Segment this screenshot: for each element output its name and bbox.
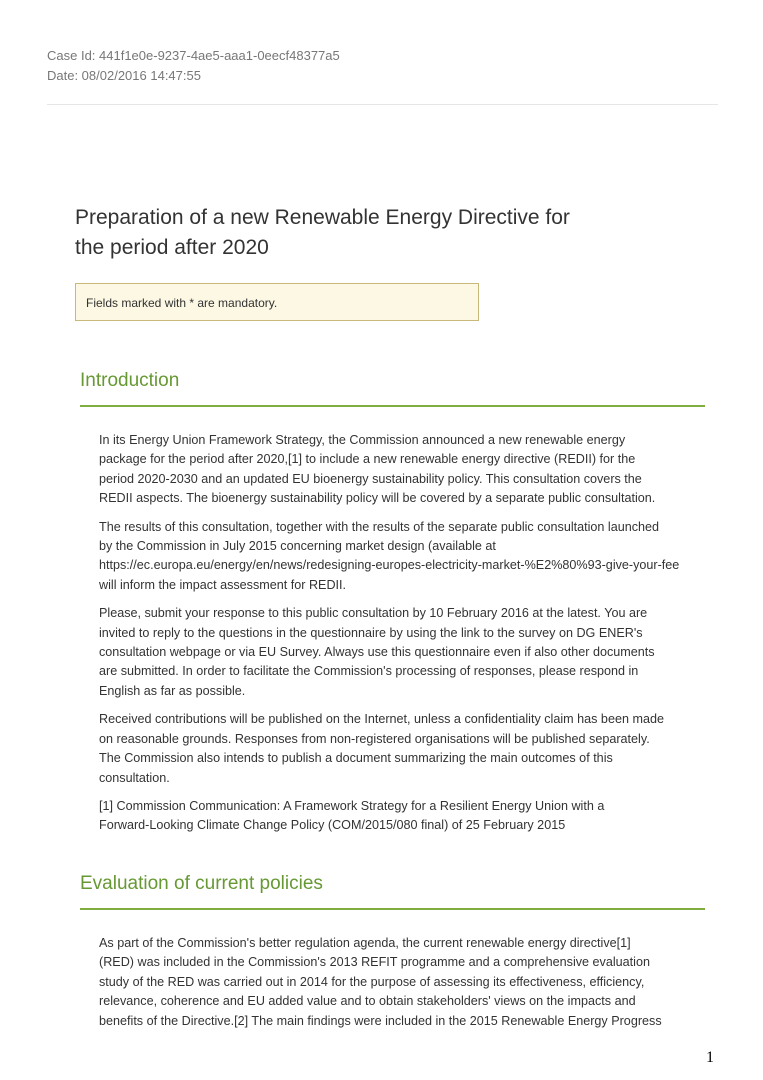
text-line: (RED) was included in the Commission's 2013 REFIT programme and a comprehensive evaluation: [99, 955, 650, 970]
consultation-url: https://ec.europa.eu/energy/en/news/redesigning-europes-electricity-market-%E2%80%93-give-your-fee: [99, 558, 680, 573]
text-line: In its Energy Union Framework Strategy, the Commission announced a new renewable energy: [99, 433, 626, 447]
text-line: relevance, coherence and EU added value and to obtain stakeholders' views on the impacts and: [99, 994, 636, 1009]
section-heading-evaluation: Evaluation of current policies: [80, 873, 323, 894]
document-title: [75, 203, 695, 263]
text-line: consultation.: [99, 770, 170, 785]
case-metadata: [47, 46, 340, 86]
text-line: English as far as possible.: [99, 683, 246, 698]
paragraph: [99, 710, 719, 788]
text-line: [1] Commission Communication: A Framework Strategy for a Resilient Energy Union with a: [99, 798, 605, 813]
text-line: consultation webpage or via EU Survey. Always use this questionnaire even if also other documents: [99, 645, 655, 660]
text-line: The results of this consultation, together with the results of the separate public consultation launched: [99, 519, 660, 534]
text-line: REDII aspects. The bioenergy sustainability policy will be covered by a separate public consultation.: [99, 491, 656, 506]
title-line: Preparation of a new Renewable Energy Directive for: [75, 206, 570, 229]
paragraph: [99, 431, 719, 509]
mandatory-fields-notice: Fields marked with * are mandatory.: [75, 283, 479, 321]
text-line: benefits of the Directive.[2] The main findings were included in the 2015 Renewable Energy Progress: [99, 1013, 662, 1028]
case-id: Case Id: 441f1e0e-9237-4ae5-aaa1-0eecf48377a5: [47, 48, 340, 63]
paragraph: [99, 518, 719, 596]
text-line: by the Commission in July 2015 concerning market design (available at: [99, 539, 496, 554]
text-line: study of the RED was carried out in 2014 for the purpose of assessing its effectiveness, efficiency,: [99, 974, 645, 989]
page-number: 1: [706, 1049, 714, 1066]
text-line: The Commission also intends to publish a document summarizing the main outcomes of this: [99, 751, 613, 766]
text-line: period 2020-2030 and an updated EU bioenergy sustainability policy. This consultation covers the: [99, 471, 642, 486]
section-body-evaluation: [99, 934, 719, 1040]
title-line: the period after 2020: [75, 236, 269, 259]
paragraph: [99, 934, 719, 1031]
section-body-introduction: [99, 431, 719, 845]
text-line: Please, submit your response to this public consultation by 10 February 2016 at the latest. You are: [99, 606, 648, 621]
section-divider: [80, 908, 705, 910]
header-divider: [47, 104, 718, 105]
section-heading-introduction: Introduction: [80, 370, 180, 391]
text-line: are submitted. In order to facilitate the Commission's processing of responses, please respond in: [99, 664, 639, 679]
paragraph: [99, 604, 719, 701]
text-line: on reasonable grounds. Responses from non-registered organisations will be published separately.: [99, 731, 650, 746]
text-line: Forward-Looking Climate Change Policy (COM/2015/080 final) of 25 February 2015: [99, 818, 566, 833]
section-divider: [80, 405, 705, 407]
case-date: Date: 08/02/2016 14:47:55: [47, 68, 201, 83]
text-line: Received contributions will be published on the Internet, unless a confidentiality claim has been made: [99, 712, 664, 727]
text-line: As part of the Commission's better regulation agenda, the current renewable energy directive[1]: [99, 936, 631, 950]
text-line: will inform the impact assessment for REDII.: [99, 577, 347, 592]
text-line: invited to reply to the questions in the questionnaire by using the link to the survey on DG ENER's: [99, 625, 643, 640]
text-line: package for the period after 2020,[1] to include a new renewable energy directive (REDII) for the: [99, 452, 636, 467]
footnote: [99, 797, 719, 836]
